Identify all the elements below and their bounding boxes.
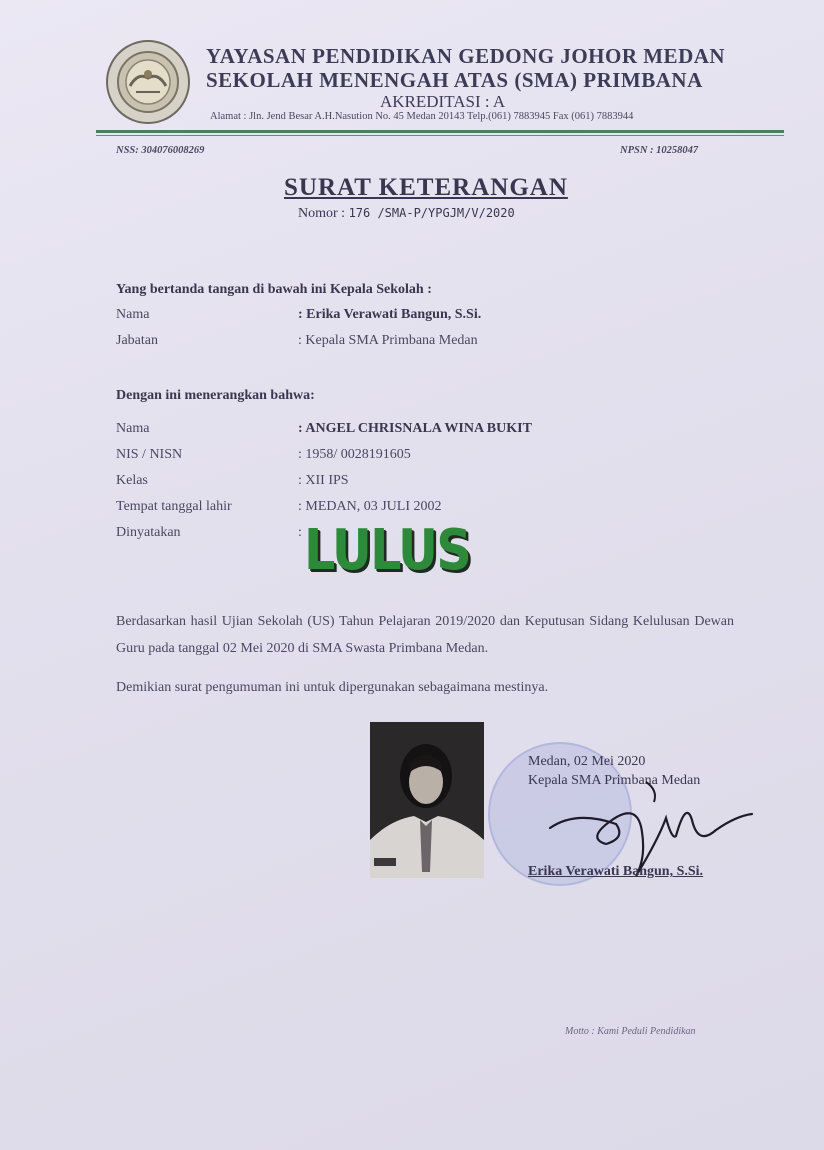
student-photo	[370, 722, 484, 878]
school-address: Alamat : Jln. Jend Besar A.H.Nasution No. 45 Medan 20143 Telp.(061) 7883945 Fax (061) 7883944	[210, 111, 634, 122]
header-rule-thin	[96, 135, 784, 136]
place-date: Medan, 02 Mei 2020	[528, 754, 646, 769]
body-paragraph: Berdasarkan hasil Ujian Sekolah (US) Tahun Pelajaran 2019/2020 dan Keputusan Sidang Kelulusan Dewan Guru pada tanggal 02 Mei 2020 di SMA Swasta Primbana Medan.	[116, 614, 734, 656]
closing-sentence: Demikian surat pengumuman ini untuk dipergunakan sebagaimana mestinya.	[116, 680, 549, 695]
student-name-label: Nama	[116, 421, 150, 436]
number-value: 176 /SMA-P/YPGJM/V/2020	[348, 206, 515, 220]
student-nis-row	[116, 447, 411, 463]
accreditation: AKREDITASI : A	[380, 92, 506, 111]
signer-name-value: : Erika Verawati Bangun, S.Si.	[298, 307, 482, 322]
signer-name: Erika Verawati Bangun, S.Si.	[528, 864, 704, 879]
student-class-row	[116, 473, 349, 489]
signer-role: Kepala SMA Primbana Medan	[528, 773, 701, 788]
student-status-label: Dinyatakan	[116, 525, 181, 540]
signer-intro: Yang bertanda tangan di bawah ini Kepala Sekolah :	[116, 282, 432, 297]
status-lulus-stamp: LULUS	[304, 518, 471, 583]
school-name: SEKOLAH MENENGAH ATAS (SMA) PRIMBANA	[206, 68, 703, 92]
school-motto: Motto : Kami Peduli Pendidikan	[565, 1026, 696, 1037]
student-birth-row	[116, 499, 442, 515]
document-number	[298, 206, 515, 222]
signer-position-label: Jabatan	[116, 333, 158, 348]
signer-name-label: Nama	[116, 307, 150, 322]
student-nis-value: : 1958/ 0028191605	[298, 447, 411, 462]
foundation-name: YAYASAN PENDIDIKAN GEDONG JOHOR MEDAN	[206, 44, 726, 68]
header-rule	[96, 130, 784, 133]
nss-number: NSS: 304076008269	[116, 145, 205, 156]
student-class-label: Kelas	[116, 473, 148, 488]
student-nis-label: NIS / NISN	[116, 447, 183, 462]
signer-name-row	[116, 307, 482, 323]
student-class-value: : XII IPS	[298, 473, 349, 488]
document-title: SURAT KETERANGAN	[284, 174, 568, 201]
signer-position-value: : Kepala SMA Primbana Medan	[298, 333, 478, 348]
school-crest-icon	[106, 40, 190, 124]
student-status-row	[116, 525, 302, 541]
student-name-row	[116, 421, 532, 437]
signer-position-row	[116, 333, 478, 349]
student-status-colon: :	[298, 525, 302, 540]
student-name-value: : ANGEL CHRISNALA WINA BUKIT	[298, 421, 532, 436]
student-intro: Dengan ini menerangkan bahwa:	[116, 388, 315, 403]
student-birth-label: Tempat tanggal lahir	[116, 499, 232, 514]
student-birth-value: : MEDAN, 03 JULI 2002	[298, 499, 442, 514]
npsn-number: NPSN : 10258047	[620, 145, 699, 156]
number-label: Nomor :	[298, 206, 346, 221]
